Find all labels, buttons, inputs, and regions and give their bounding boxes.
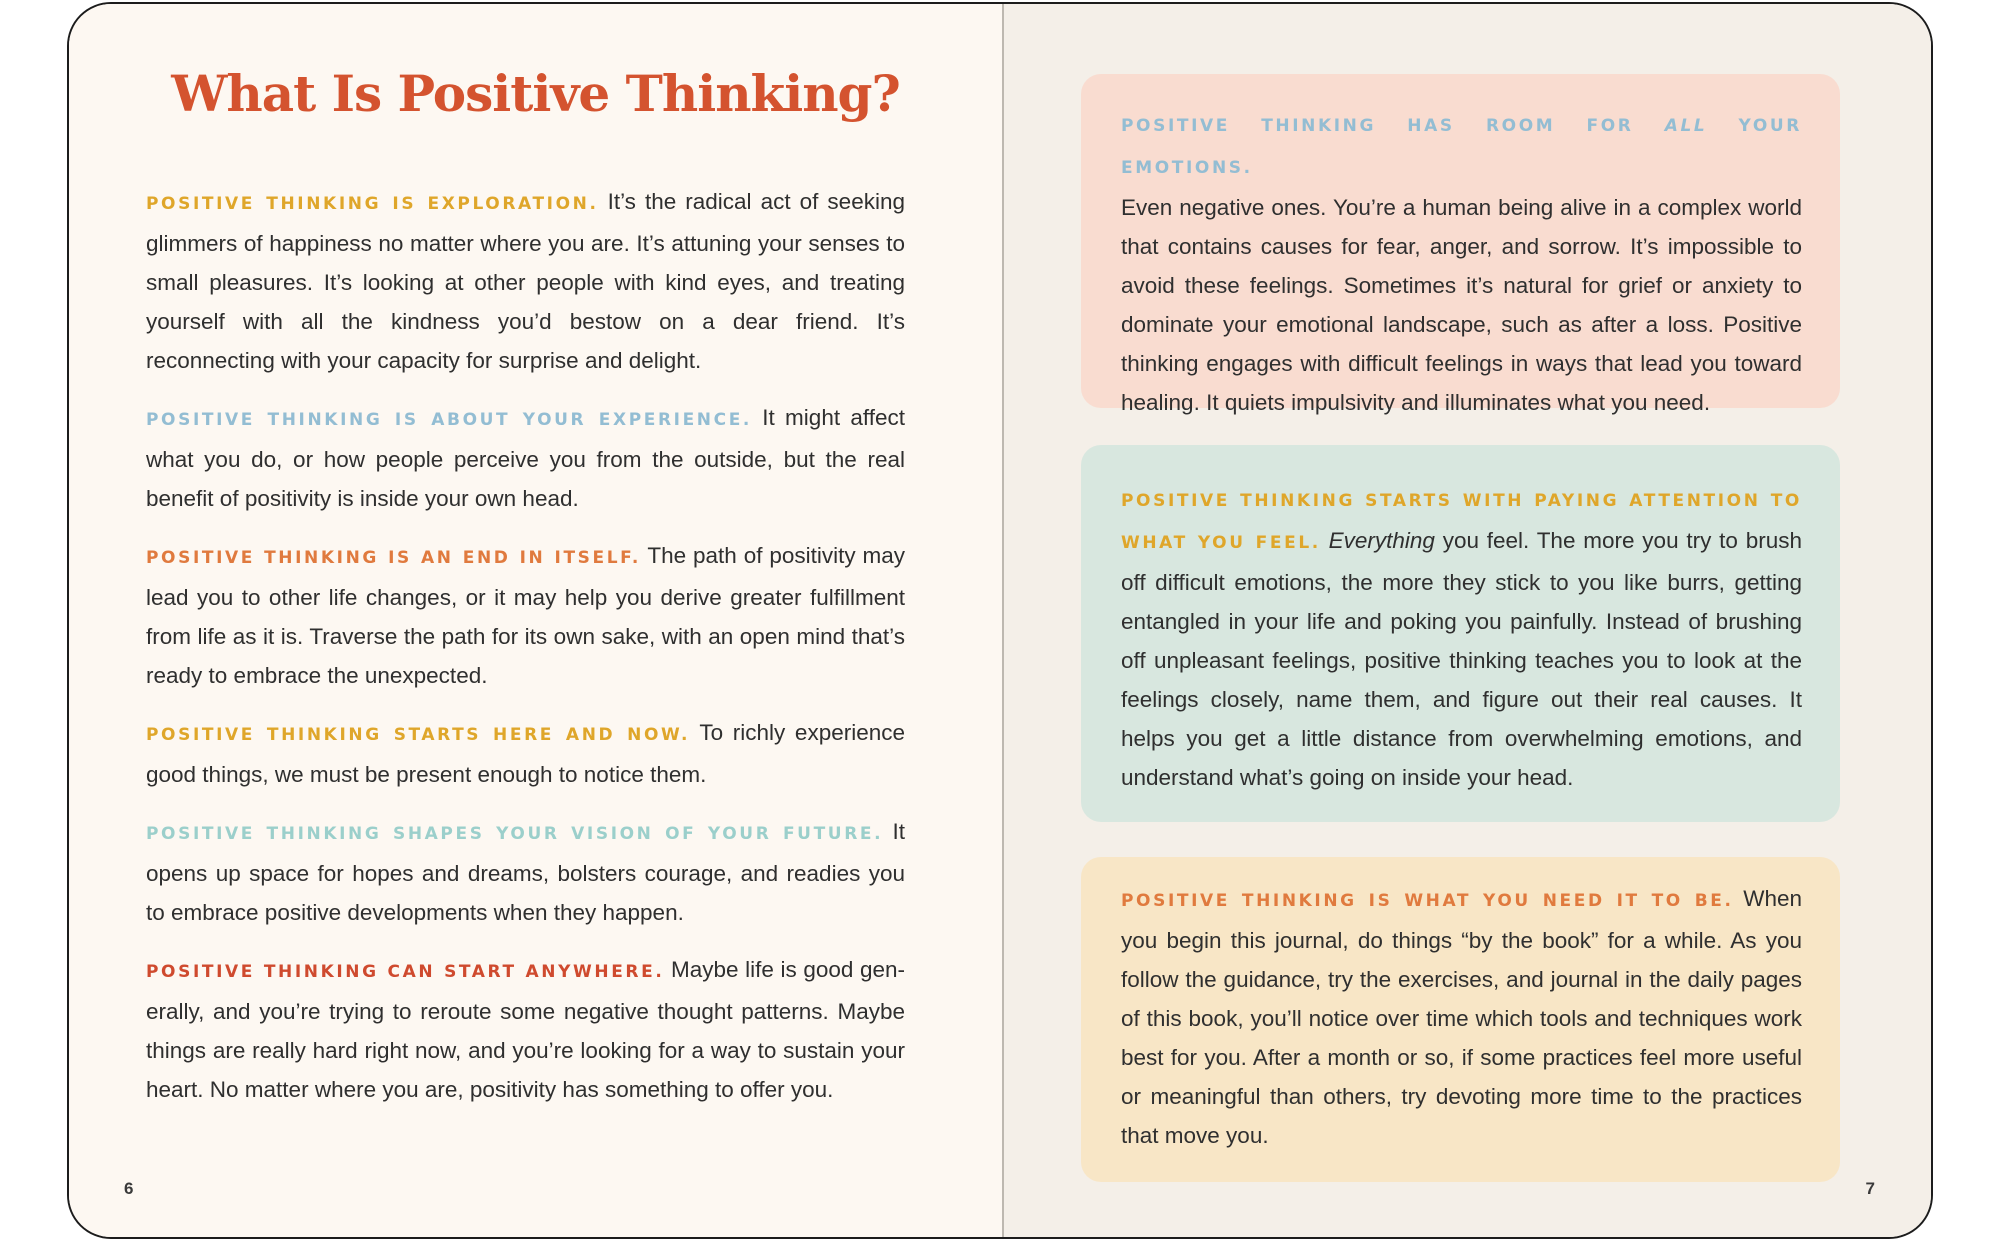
- callout-lead: POSITIVE THINKING HAS ROOM FOR ALL YOUR EMOTIONS.: [1121, 116, 1802, 178]
- paragraph-anywhere: [146, 950, 905, 1109]
- paragraph-lead: POSITIVE THINKING IS EXPLORATION.: [146, 194, 599, 214]
- paragraph-here-and-now: [146, 713, 905, 794]
- paragraph-text: It opens up space for hopes and dreams, bolsters courage, and readies you to embrace positive developments when they happen.: [146, 819, 905, 925]
- paragraph-text: It’s the radical act of seeking glimmers of happiness no matter where you are. It’s attuning your senses to small pleasures. It’s looking at other people with kind eyes, and treating yourself with all the kindness you’d bestow on a dear friend. It’s reconnecting with your capacity for surprise and delight.: [146, 189, 905, 373]
- paragraph-vision: [146, 812, 905, 932]
- callout-text: you feel. The more you try to brush off difficult emotions, the more they stick to you like burrs, getting entangled in your life and poking you painfully. Instead of brushing off unpleasant feelings, positive thinking teaches you to look at the feelings closely, name them, and figure out their real causes. It helps you get a little distance from overwhelming emotions, and understand what’s going on inside your head.: [1121, 528, 1802, 790]
- callout-text: Even negative ones. You’re a human being alive in a complex world that contains causes for fear, anger, and sorrow. It’s impossible to avoid these feelings. Sometimes it’s natural for grief or anxiety to dominate your emotional landscape, such as after a loss. Positive thinking engages with difficult feelings in ways that lead you toward healing. It quiets impulsivity and illuminates what you need.: [1121, 195, 1802, 415]
- callout-emphasis: Everything: [1320, 528, 1435, 553]
- callout-box-what-you-need: [1081, 857, 1840, 1182]
- callout-paragraph: [1121, 104, 1802, 422]
- paragraph-lead: POSITIVE THINKING STARTS HERE AND NOW.: [146, 725, 691, 745]
- page-number-left: 6: [124, 1179, 134, 1198]
- paragraph-text: It might affect what you do, or how people perceive you from the outside, but the real benefit of positivity is inside your own head.: [146, 405, 905, 511]
- left-column: [146, 182, 905, 1127]
- callout-box-emotions: [1081, 74, 1840, 415]
- paragraph-text: The path of positivity may lead you to other life changes, or it may help you derive greater fulfillment from life as it is. Traverse the path for its own sake, with an open mind that’s ready to embrace the unexpected.: [146, 543, 905, 688]
- paragraph-experience: [146, 398, 905, 518]
- paragraph-lead: POSITIVE THINKING IS AN END IN ITSELF.: [146, 548, 641, 568]
- book-spread: [67, 2, 1933, 1239]
- paragraph-lead: POSITIVE THINKING SHAPES YOUR VISION OF YOUR FUTURE.: [146, 824, 884, 844]
- callout-lead: POSITIVE THINKING STARTS WITH PAYING ATTENTION TO WHAT YOU FEEL.: [1121, 491, 1802, 553]
- callout-paragraph: [1121, 879, 1802, 1155]
- callout-paragraph: [1121, 479, 1802, 797]
- right-page: [1004, 4, 1931, 1237]
- paragraph-text: To richly experience good things, we must be present enough to notice them.: [146, 720, 906, 787]
- paragraph-exploration: [146, 182, 905, 380]
- paragraph-lead: POSITIVE THINKING CAN START ANYWHERE.: [146, 962, 665, 982]
- paragraph-text: Maybe life is good gen-erally, and you’re trying to reroute some negative thought patterns. Maybe things are really hard right now, and you’re looking for a way to sustain your heart. No matter where you are, positivity has something to offer you.: [146, 957, 905, 1102]
- page-title: What Is Positive Thinking?: [171, 64, 900, 123]
- callout-lead: POSITIVE THINKING IS WHAT YOU NEED IT TO BE.: [1121, 891, 1734, 911]
- callout-text: When you begin this journal, do things “by the book” for a while. As you follow the guidance, try the exercises, and journal in the daily pages of this book, you’ll notice over time which tools and techniques work best for you. After a month or so, if some practices feel more useful or meaningful than others, try devoting more time to the practices that move you.: [1121, 886, 1802, 1148]
- paragraph-lead: POSITIVE THINKING IS ABOUT YOUR EXPERIENCE.: [146, 410, 752, 430]
- page-number-right: 7: [1865, 1179, 1875, 1198]
- paragraph-end-in-itself: [146, 536, 905, 695]
- callout-box-attention: [1081, 445, 1840, 822]
- left-page: [69, 4, 1002, 1237]
